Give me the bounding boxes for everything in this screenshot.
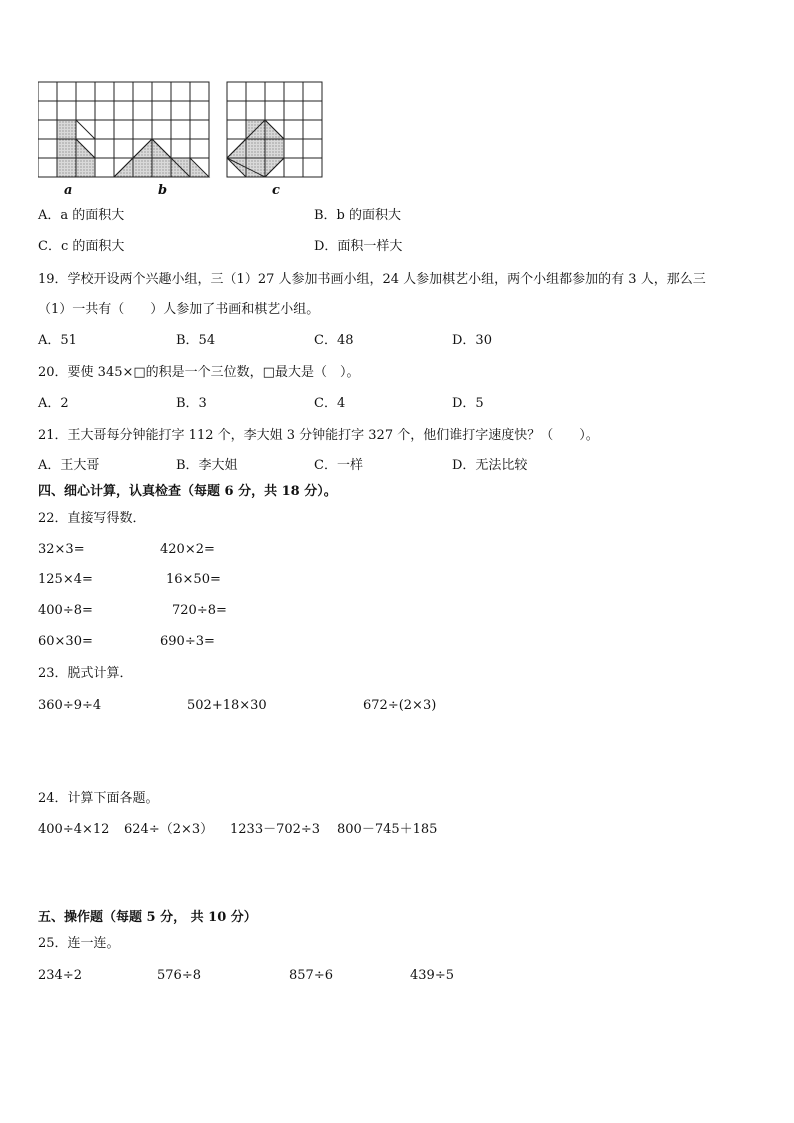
figure-a (38, 82, 114, 177)
figure-label-b: b (158, 183, 168, 198)
q24-item: 400÷4×12 (38, 822, 110, 837)
q23-item: 502+18×30 (187, 698, 267, 713)
grid-figures (38, 80, 338, 180)
q18-option-c[interactable]: C．c 的面积大 (38, 239, 125, 254)
section-4-title: 四、细心计算，认真检查（每题 6 分，共 18 分）。 (38, 484, 337, 499)
figure-b (114, 82, 209, 177)
q21-text: 21．王大哥每分钟能打字 112 个，李大姐 3 分钟能打字 327 个，他们谁打字速度快？（ ）。 (38, 428, 599, 443)
q24-item: 800－745＋185 (337, 822, 438, 837)
q25-item: 857÷6 (289, 968, 333, 983)
q21-option-d[interactable]: D．无法比较 (452, 458, 528, 473)
q20-option-a[interactable]: A．2 (38, 396, 69, 411)
q21-option-c[interactable]: C．一样 (314, 458, 363, 473)
q22-item: 420×2= (160, 542, 215, 557)
q23-item: 360÷9÷4 (38, 698, 102, 713)
q24-item: 1233－702÷3 (230, 822, 321, 837)
q22-item: 400÷8= (38, 603, 93, 618)
q19-text-line1: 19．学校开设两个兴趣小组，三（1）27 人参加书画小组，24 人参加棋艺小组，两个小组都参加的有 3 人，那么三 (38, 272, 706, 287)
q22-item: 690÷3= (160, 634, 215, 649)
q22-title: 22．直接写得数． (38, 511, 146, 526)
q22-item: 32×3= (38, 542, 85, 557)
figure-label-c: c (272, 183, 280, 198)
q22-item: 16×50= (166, 572, 221, 587)
q24-item: 624÷（2×3） (124, 822, 214, 837)
q19-option-c[interactable]: C．48 (314, 333, 354, 348)
q19-option-a[interactable]: A．51 (38, 333, 77, 348)
q22-item: 720÷8= (172, 603, 227, 618)
q22-item: 125×4= (38, 572, 93, 587)
section-5-title: 五、操作题（每题 5 分， 共 10 分） (38, 910, 257, 925)
q18-option-a[interactable]: A．a 的面积大 (38, 208, 125, 223)
q20-option-c[interactable]: C．4 (314, 396, 346, 411)
q25-item: 439÷5 (410, 968, 454, 983)
q25-item: 576÷8 (157, 968, 201, 983)
q24-title: 24．计算下面各题。 (38, 791, 159, 806)
q19-option-b[interactable]: B．54 (176, 333, 216, 348)
q21-option-b[interactable]: B．李大姐 (176, 458, 238, 473)
q19-text-line2: （1）一共有（ ）人参加了书画和棋艺小组。 (38, 302, 320, 317)
q18-option-b[interactable]: B．b 的面积大 (314, 208, 402, 223)
q20-option-d[interactable]: D．5 (452, 396, 484, 411)
q19-option-d[interactable]: D．30 (452, 333, 492, 348)
q20-text: 20．要使 345×□的积是一个三位数，□最大是（ ）。 (38, 365, 360, 380)
q23-title: 23．脱式计算． (38, 666, 133, 681)
q25-title: 25．连一连。 (38, 936, 120, 951)
grid-figures-svg (38, 80, 338, 180)
q23-item: 672÷(2×3) (363, 698, 437, 713)
q20-option-b[interactable]: B．3 (176, 396, 207, 411)
q18-option-d[interactable]: D．面积一样大 (314, 239, 403, 254)
q25-item: 234÷2 (38, 968, 82, 983)
q21-option-a[interactable]: A．王大哥 (38, 458, 100, 473)
figure-label-a: a (64, 183, 73, 198)
figure-c (227, 82, 322, 177)
q22-item: 60×30= (38, 634, 93, 649)
